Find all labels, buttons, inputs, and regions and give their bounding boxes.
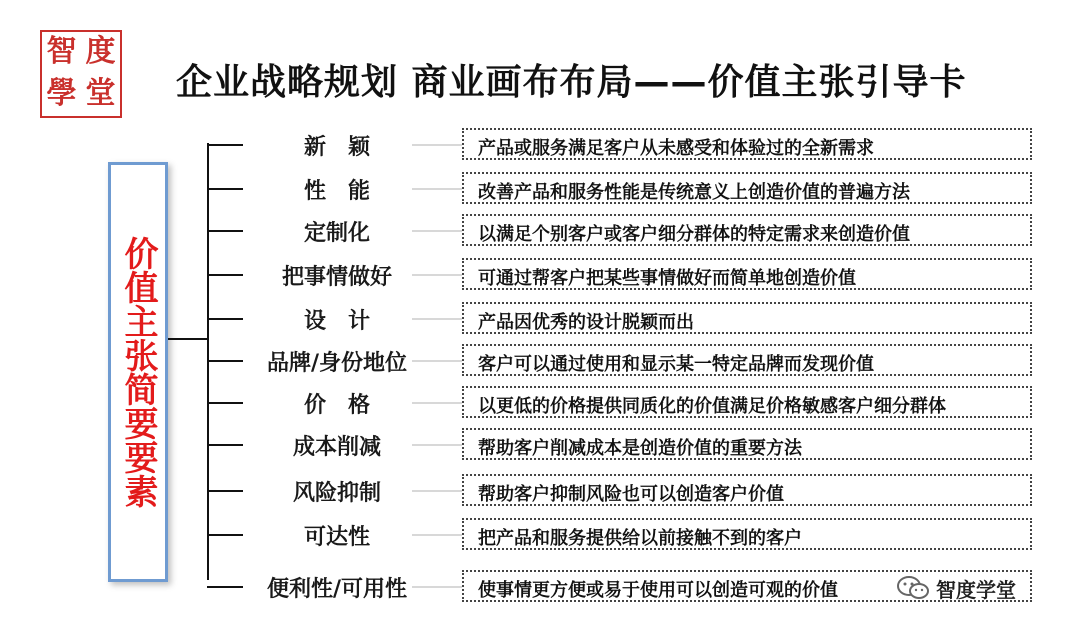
element-description: 产品因优秀的设计脱颖而出 bbox=[462, 302, 1032, 334]
seal-char-2: 度 bbox=[85, 34, 116, 69]
row-connector bbox=[412, 144, 462, 146]
row-connector bbox=[412, 188, 462, 190]
wechat-icon bbox=[896, 575, 930, 601]
row-connector bbox=[412, 230, 462, 232]
value-proposition-box bbox=[108, 162, 168, 582]
page-title: 企业战略规划 商业画布布局——价值主张引导卡 bbox=[176, 62, 967, 103]
element-label: 性 能 bbox=[303, 179, 370, 204]
row-connector bbox=[412, 586, 462, 588]
row-connector bbox=[412, 534, 462, 536]
element-label: 成本削减 bbox=[292, 435, 381, 460]
element-label: 把事情做好 bbox=[281, 265, 392, 290]
element-label: 品牌/身份地位 bbox=[266, 351, 408, 376]
element-description: 帮助客户削减成本是创造价值的重要方法 bbox=[462, 428, 1032, 460]
row-connector bbox=[412, 402, 462, 404]
element-label: 可达性 bbox=[303, 525, 370, 550]
element-label: 新 颖 bbox=[303, 135, 370, 160]
element-label: 定制化 bbox=[303, 221, 370, 246]
seal-char-4: 堂 bbox=[85, 76, 116, 111]
row-connector bbox=[412, 274, 462, 276]
element-description: 以更低的价格提供同质化的价值满足价格敏感客户细分群体 bbox=[462, 386, 1032, 418]
element-label: 便利性/可用性 bbox=[266, 577, 408, 602]
element-description: 把产品和服务提供给以前接触不到的客户 bbox=[462, 518, 1032, 550]
element-description: 帮助客户抑制风险也可以创造客户价值 bbox=[462, 474, 1032, 506]
element-label: 价 格 bbox=[303, 393, 370, 418]
seal-char-1: 智 bbox=[46, 34, 77, 69]
watermark bbox=[896, 573, 1016, 603]
row-connector bbox=[412, 490, 462, 492]
row-connector bbox=[412, 318, 462, 320]
row-connector bbox=[412, 360, 462, 362]
element-label: 设 计 bbox=[303, 309, 370, 334]
tree-link-box bbox=[168, 338, 208, 340]
row-connector bbox=[412, 444, 462, 446]
element-label: 风险抑制 bbox=[292, 481, 381, 506]
element-description: 使事情更方便或易于使用可以创造可观的价值 bbox=[462, 570, 1032, 602]
element-description: 可通过帮客户把某些事情做好而简单地创造价值 bbox=[462, 258, 1032, 290]
watermark-text: 智度学堂 bbox=[936, 577, 1016, 602]
value-proposition-label: 价值主张简要要素 bbox=[118, 236, 158, 508]
element-description: 产品或服务满足客户从未感受和体验过的全新需求 bbox=[462, 128, 1032, 160]
logo-seal bbox=[40, 30, 122, 118]
element-description: 以满足个别客户或客户细分群体的特定需求来创造价值 bbox=[462, 214, 1032, 246]
seal-char-3: 學 bbox=[46, 76, 77, 111]
element-description: 客户可以通过使用和显示某一特定品牌而发现价值 bbox=[462, 344, 1032, 376]
element-description: 改善产品和服务性能是传统意义上创造价值的普遍方法 bbox=[462, 172, 1032, 204]
